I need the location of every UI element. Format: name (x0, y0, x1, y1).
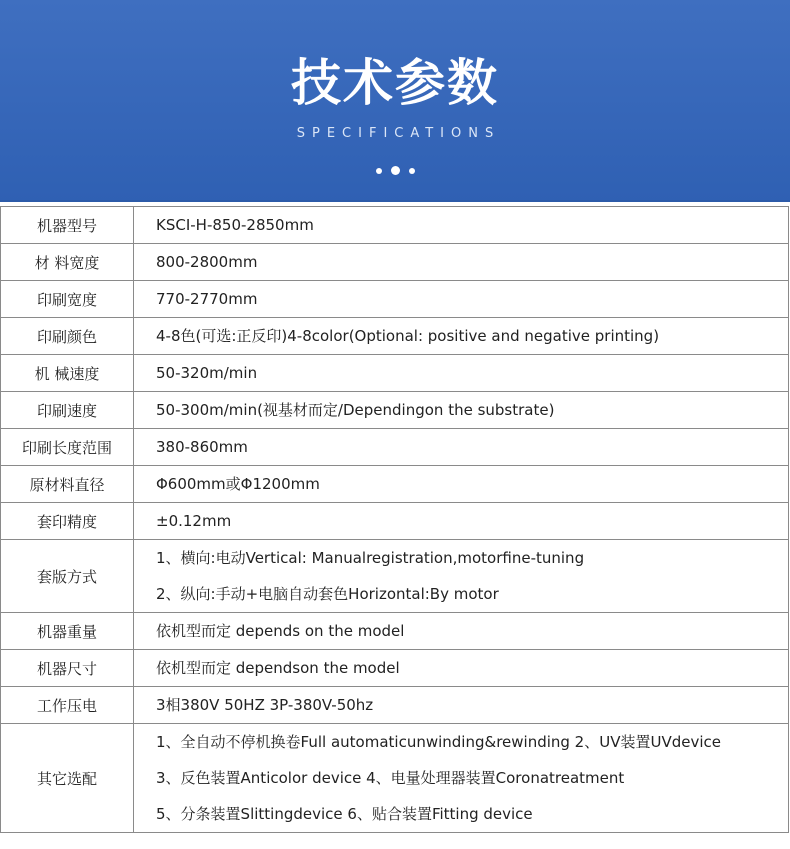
spec-row (1, 466, 789, 503)
spec-value-line: 1、横向:电动Vertical: Manualregistration,motorfine-tuning (156, 549, 585, 567)
dot-icon (376, 168, 382, 174)
spec-value (134, 466, 789, 503)
spec-label: 其它选配 (1, 724, 134, 833)
spec-label: 机器尺寸 (1, 650, 134, 687)
page-title: 技术参数 (291, 54, 499, 112)
dot-icon (391, 166, 400, 175)
spec-value (134, 540, 789, 613)
spec-value (134, 503, 789, 540)
spec-value-line: 依机型而定 dependson the model (156, 659, 400, 677)
spec-value (134, 429, 789, 466)
spec-label: 机器重量 (1, 613, 134, 650)
spec-label: 印刷宽度 (1, 281, 134, 318)
spec-value (134, 392, 789, 429)
spec-value (134, 318, 789, 355)
spec-value-line: 3相380V 50HZ 3P-380V-50hz (156, 696, 374, 714)
spec-label: 套版方式 (1, 540, 134, 613)
spec-row (1, 244, 789, 281)
spec-label: 印刷长度范围 (1, 429, 134, 466)
spec-value-line: 800-2800mm (156, 253, 258, 271)
spec-row (1, 503, 789, 540)
spec-label: 印刷速度 (1, 392, 134, 429)
spec-label: 材 料宽度 (1, 244, 134, 281)
spec-row (1, 392, 789, 429)
spec-table (0, 206, 789, 833)
dot-icon (409, 168, 415, 174)
spec-value (134, 355, 789, 392)
spec-value (134, 207, 789, 244)
spec-value-line: 1、全自动不停机换卷Full automaticunwinding&rewinding 2、UV装置UVdevice (156, 733, 721, 751)
spec-value-line: 5、分条装置Slittingdevice 6、贴合装置Fitting device (156, 805, 533, 823)
spec-value-line: 50-300m/min(视基材而定/Dependingon the substrate) (156, 401, 555, 419)
spec-row (1, 687, 789, 724)
spec-label: 原材料直径 (1, 466, 134, 503)
spec-label: 印刷颜色 (1, 318, 134, 355)
spec-label: 套印精度 (1, 503, 134, 540)
spec-value (134, 724, 789, 833)
spec-row (1, 650, 789, 687)
spec-value-line: 4-8色(可选:正反印)4-8color(Optional: positive and negative printing) (156, 327, 660, 345)
spec-value (134, 613, 789, 650)
spec-label: 工作压电 (1, 687, 134, 724)
spec-value (134, 244, 789, 281)
spec-value-line: Φ600mm或Φ1200mm (156, 475, 320, 493)
spec-value-line: 2、纵向:手动+电脑自动套色Horizontal:By motor (156, 585, 499, 603)
spec-row (1, 318, 789, 355)
page-subtitle: SPECIFICATIONS (296, 126, 501, 141)
spec-value-line: 50-320m/min (156, 364, 258, 382)
spec-value (134, 687, 789, 724)
spec-value-line: 3、反色装置Anticolor device 4、电量处理器装置Coronatreatment (156, 769, 625, 787)
spec-value-line: 380-860mm (156, 438, 248, 456)
header-banner (0, 0, 790, 202)
spec-row (1, 207, 789, 244)
spec-value-line: 770-2770mm (156, 290, 258, 308)
spec-value-line: KSCI-H-850-2850mm (156, 216, 314, 234)
spec-row (1, 281, 789, 318)
spec-row (1, 355, 789, 392)
spec-label: 机器型号 (1, 207, 134, 244)
spec-value-line: ±0.12mm (156, 512, 232, 530)
spec-value-line: 依机型而定 depends on the model (156, 622, 405, 640)
spec-label: 机 械速度 (1, 355, 134, 392)
spec-row (1, 540, 789, 613)
spec-value (134, 281, 789, 318)
spec-value (134, 650, 789, 687)
spec-row (1, 613, 789, 650)
decorative-dots (0, 166, 790, 175)
spec-row (1, 724, 789, 833)
spec-row (1, 429, 789, 466)
